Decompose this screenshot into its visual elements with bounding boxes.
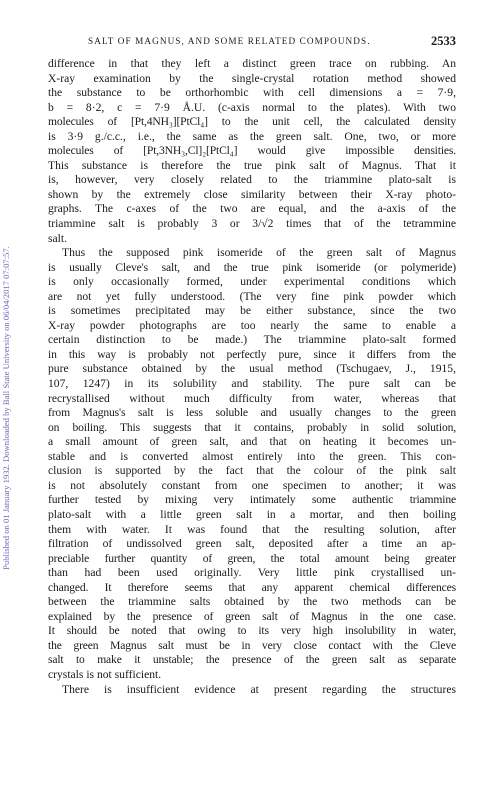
- text-line: are not yet fully understood. (The very fine pink powder which: [48, 289, 456, 303]
- text-line: b = 8·2, c = 7·9 Å.U. (c-axis normal to the plates). With two: [48, 100, 456, 114]
- text-line: pure substance obtained by the usual method (Tschugaev, J., 1915,: [48, 362, 456, 376]
- text-line: salt to make it unstable; the presence of the green salt as separate: [48, 653, 456, 667]
- text-line: between the triammine salts obtained by the two methods can be: [48, 595, 456, 609]
- text-line: graphs. The c-axes of the two are equal, and the a-axis of the: [48, 202, 456, 216]
- text-line: the green Magnus salt must be in very close contact with the Cleve: [48, 638, 456, 652]
- text-line: difference in that they left a distinct green trace on rubbing. An: [48, 57, 456, 70]
- text-line: is usually Cleve's salt, and the true pink isomeride (or polymeride): [48, 260, 456, 274]
- text-line: changed. It therefore seems that any apparent chemical differences: [48, 580, 456, 594]
- text-line: than had been used originally. Very little pink crystallised un-: [48, 566, 456, 580]
- text-line: the substance to be orthorhombic with cell dimensions a = 7·9,: [48, 86, 456, 100]
- paragraph-end-line: crystals is not sufficient.: [48, 667, 162, 681]
- text-line: from Magnus's salt is less soluble and usually changes to the green: [48, 406, 456, 420]
- paragraph-start-line: Thus the supposed pink isomeride of the green salt of Magnus: [62, 246, 456, 260]
- text-line: clusion is supported by the fact that the colour of the pink salt: [48, 464, 456, 478]
- text-line: plato-salt with a little green salt in a mortar, and then boiling: [48, 507, 456, 521]
- text-line: a small amount of green salt, and that on heating it becomes un-: [48, 435, 456, 449]
- watermark-text: Published on 01 January 1932. Downloaded by Ball State University on 06/04/2017 07:07:57.: [1, 246, 11, 570]
- text-line: is only occasionally formed, under experimental conditions which: [48, 275, 456, 289]
- paragraph-start-line: There is insufficient evidence at present regarding the structures: [62, 682, 456, 696]
- text-line: preciable further quantity of green, the total amount being greater: [48, 551, 456, 565]
- text-line: molecules of [Pt,4NH₃][PtCl₄] to the unit cell, the calculated density: [48, 115, 456, 129]
- text-line: 107, 1247) in its solubility and stability. The pure salt can be: [48, 377, 456, 391]
- text-line: molecules of [Pt,3NH₃,Cl]₂[PtCl₄] would give impossible densities.: [48, 144, 456, 158]
- page-number: 2533: [431, 34, 456, 48]
- text-line: is 3·9 g./c.c., i.e., the same as the green salt. One, two, or more: [48, 129, 456, 143]
- text-line: on boiling. This suggests that it contains, probably in solid solution,: [48, 420, 456, 434]
- running-title: SALT OF MAGNUS, AND SOME RELATED COMPOUNDS.: [88, 36, 371, 46]
- text-line: This substance is therefore the true pink salt of Magnus. That it: [48, 158, 456, 172]
- text-line: explained by the presence of green salt of Magnus in the one case.: [48, 609, 456, 623]
- text-line: triammine salt is probably 3 or 3/√2 times that of the tetrammine: [48, 217, 456, 231]
- text-line: is, however, very closely related to the triammine plato-salt is: [48, 173, 456, 187]
- text-line: filtration of undissolved green salt, deposited after a time an ap-: [48, 537, 456, 551]
- text-line: in this way is probably not perfectly pure, since it differs from the: [48, 347, 456, 361]
- download-watermark: [0, 88, 12, 728]
- text-line: X-ray examination by the single-crystal rotation method showed: [48, 71, 456, 85]
- paragraph-end-line: salt.: [48, 231, 67, 245]
- text-line: It should be noted that owing to its very high insolubility in water,: [48, 624, 456, 638]
- text-line: further tested by mixing very intimately some authentic triammine: [48, 493, 456, 507]
- text-line: stable and is converted almost entirely into the green. This con-: [48, 449, 456, 463]
- text-line: them with water. It was found that the resulting solution, after: [48, 522, 456, 536]
- text-line: is sometimes precipitated may be either substance, since the two: [48, 304, 456, 318]
- text-line: certain distinction to be made.) The triammine plato-salt formed: [48, 333, 456, 347]
- text-line: is not absolutely constant from one specimen to another; it was: [48, 478, 456, 492]
- text-line: shown by the extremely close similarity between their X-ray photo-: [48, 187, 456, 201]
- body-text: [48, 57, 456, 697]
- running-header: [58, 34, 456, 50]
- text-line: X-ray powder photographs are too nearly the same to enable a: [48, 318, 456, 332]
- text-line: recrystallised without much difficulty from water, whereas that: [48, 391, 456, 405]
